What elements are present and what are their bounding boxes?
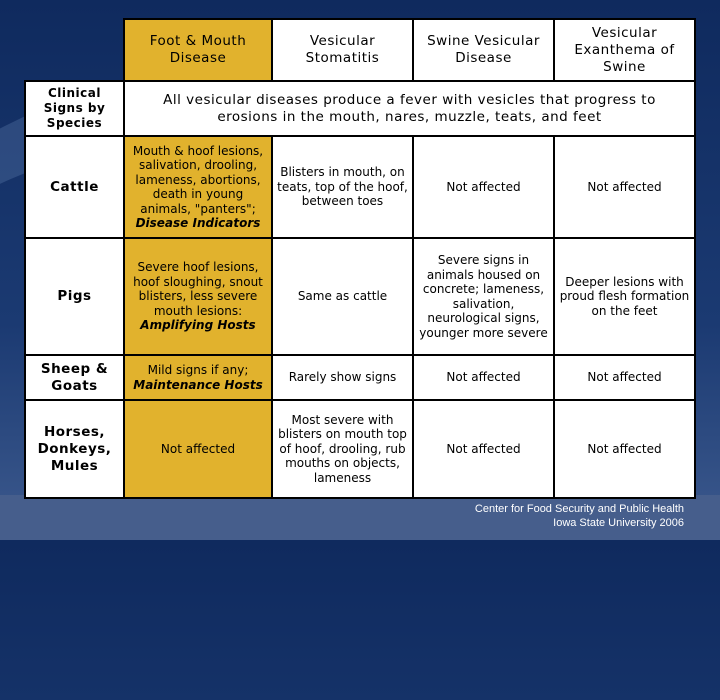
sheep-ves: Not affected — [553, 354, 696, 401]
horses-fmd: Not affected — [123, 399, 273, 499]
pigs-fmd-role: Amplifying Hosts — [140, 318, 256, 333]
pigs-ves: Deeper lesions with proud flesh formation on the feet — [553, 237, 696, 356]
header-ves: Vesicular Exanthema of Swine — [553, 18, 696, 82]
species-sheep-goats: Sheep & Goats — [24, 354, 125, 401]
horses-svd: Not affected — [412, 399, 555, 499]
cattle-fmd-role: Disease Indicators — [135, 216, 261, 230]
cattle-vs: Blisters in mouth, on teats, top of the hoof, between toes — [271, 135, 414, 239]
pigs-vs: Same as cattle — [271, 237, 414, 356]
header-fmd: Foot & Mouth Disease — [123, 18, 273, 82]
credit-line2: Iowa State University 2006 — [553, 517, 684, 529]
credit-line1: Center for Food Security and Public Health — [474, 503, 684, 515]
cattle-fmd-text: Mouth & hoof lesions, salivation, drooling, lameness, abortions, death in young animals, "panters"; — [132, 143, 264, 216]
species-horses: Horses, Donkeys, Mules — [24, 399, 125, 499]
summary-text: All vesicular diseases produce a fever with vesicles that progress to erosions in the mouth, nares, muzzle, teats, and feet — [123, 80, 696, 137]
sheep-fmd — [123, 354, 273, 401]
sheep-svd: Not affected — [412, 354, 555, 401]
pigs-fmd-text: Severe hoof lesions, hoof sloughing, snout blisters, less severe mouth lesions: — [133, 260, 263, 318]
cattle-svd: Not affected — [412, 135, 555, 239]
sheep-vs: Rarely show signs — [271, 354, 414, 401]
header-vs: Vesicular Stomatitis — [271, 18, 414, 82]
species-cattle: Cattle — [24, 135, 125, 239]
credit — [475, 502, 684, 530]
cattle-fmd — [123, 135, 273, 239]
sheep-fmd-role: Maintenance Hosts — [133, 377, 263, 392]
species-pigs: Pigs — [24, 237, 125, 356]
pigs-fmd — [123, 237, 273, 356]
pigs-svd: Severe signs in animals housed on concrete; lameness, salivation, neurological signs, younger more severe — [412, 237, 555, 356]
header-svd: Swine Vesicular Disease — [412, 18, 555, 82]
cattle-ves: Not affected — [553, 135, 696, 239]
horses-vs: Most severe with blisters on mouth top of hoof, drooling, rub mouths on objects, lameness — [271, 399, 414, 499]
row-header-label: Clinical Signs by Species — [24, 80, 125, 137]
sheep-fmd-text: Mild signs if any; — [147, 363, 249, 377]
horses-ves: Not affected — [553, 399, 696, 499]
